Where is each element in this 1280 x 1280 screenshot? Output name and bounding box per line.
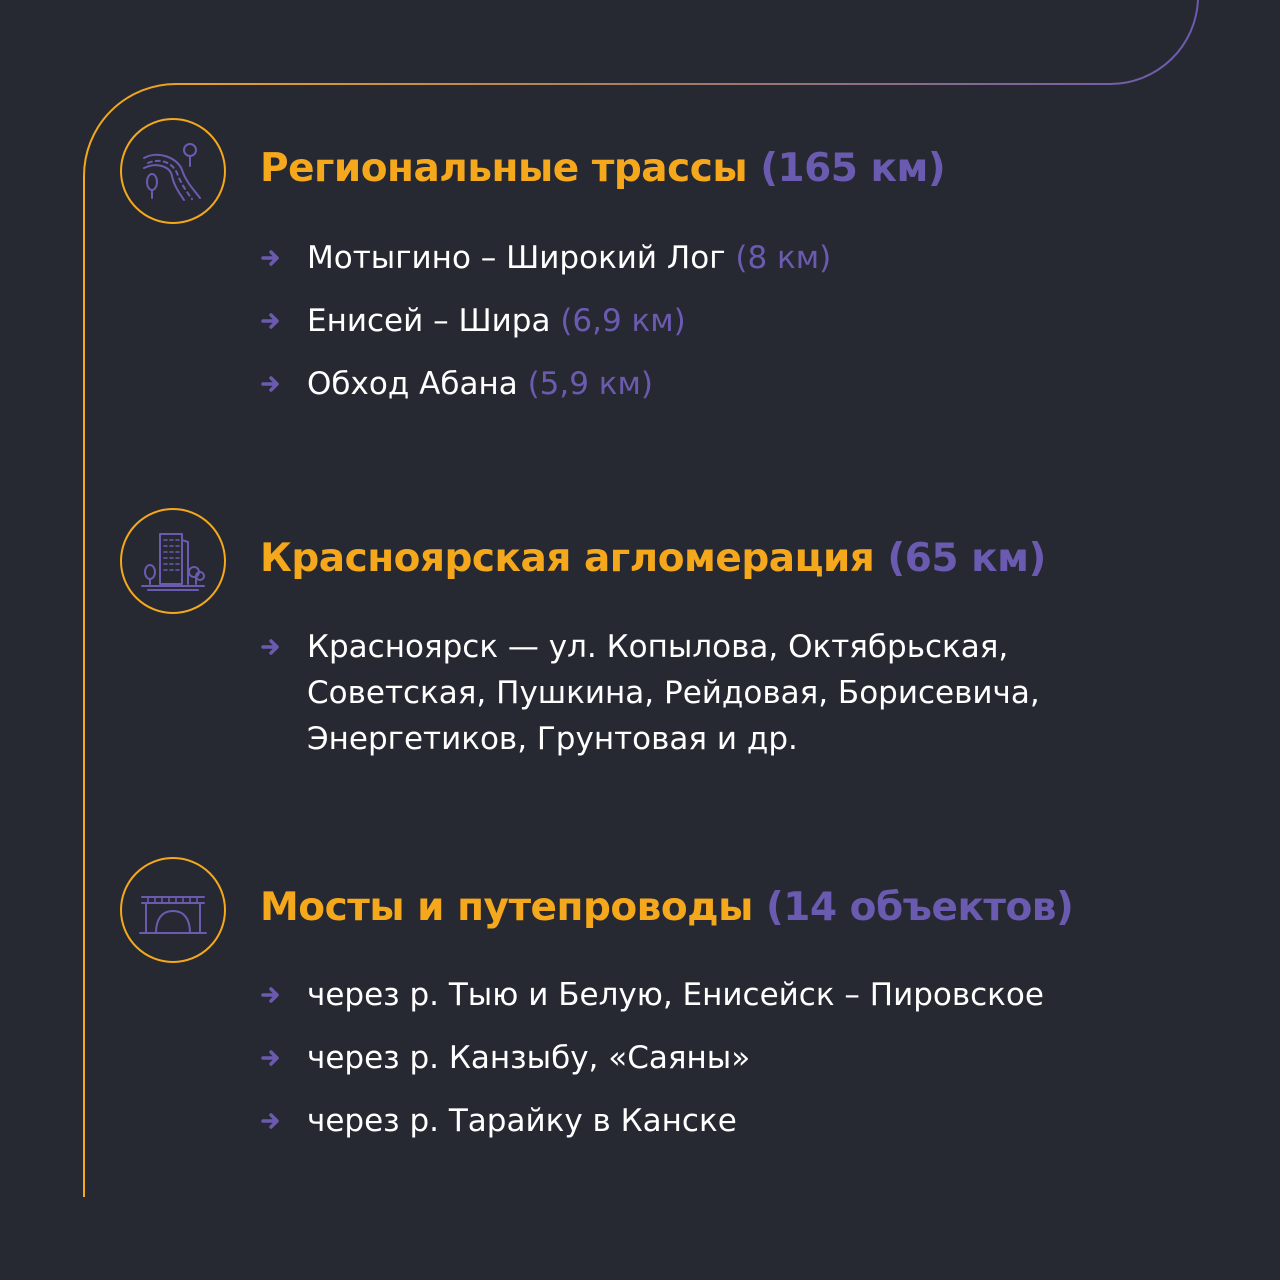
item-line: Красноярск — ул. Копылова, Октябрьская, bbox=[307, 629, 1009, 665]
item-extra: (5,9 км) bbox=[527, 366, 654, 402]
section-title bbox=[260, 146, 945, 191]
list-item bbox=[260, 235, 831, 281]
item-extra: (8 км) bbox=[735, 240, 832, 276]
list-item bbox=[260, 972, 1044, 1018]
arrow-right-icon bbox=[260, 247, 282, 269]
list-item bbox=[260, 361, 831, 407]
list-item bbox=[260, 1098, 1044, 1144]
title-extra: (14 объектов) bbox=[765, 885, 1074, 930]
item-text: Обход Абана bbox=[307, 366, 518, 402]
item-list bbox=[260, 624, 1040, 762]
title-main: Мосты и путепроводы bbox=[260, 885, 753, 930]
item-text: через р. Канзыбу, «Саяны» bbox=[307, 1040, 751, 1076]
arrow-right-icon bbox=[260, 984, 282, 1006]
section-title bbox=[260, 536, 1046, 581]
item-text: через р. Тарайку в Канске bbox=[307, 1103, 737, 1139]
item-text: Мотыгино – Широкий Лог bbox=[307, 240, 726, 276]
item-text: через р. Тыю и Белую, Енисейск – Пировское bbox=[307, 977, 1044, 1013]
arrow-right-icon bbox=[260, 636, 282, 658]
section-title bbox=[260, 885, 1073, 930]
title-main: Региональные трассы bbox=[260, 146, 748, 191]
item-line: Энергетиков, Грунтовая и др. bbox=[307, 721, 798, 757]
arrow-right-icon bbox=[260, 310, 282, 332]
title-extra: (165 км) bbox=[760, 146, 946, 191]
list-item bbox=[260, 298, 831, 344]
item-line: Советская, Пушкина, Рейдовая, Борисевича, bbox=[307, 675, 1040, 711]
bridge-icon bbox=[120, 857, 226, 963]
arrow-right-icon bbox=[260, 373, 282, 395]
title-extra: (65 км) bbox=[887, 536, 1046, 581]
item-list bbox=[260, 235, 831, 407]
list-item bbox=[260, 1035, 1044, 1081]
city-building-icon bbox=[120, 508, 226, 614]
title-main: Красноярская агломерация bbox=[260, 536, 875, 581]
winding-road-icon bbox=[120, 118, 226, 224]
arrow-right-icon bbox=[260, 1047, 282, 1069]
item-extra: (6,9 км) bbox=[560, 303, 686, 339]
item-text: Енисей – Шира bbox=[307, 303, 551, 339]
list-item bbox=[260, 624, 1040, 762]
arrow-right-icon bbox=[260, 1110, 282, 1132]
item-list bbox=[260, 972, 1044, 1144]
